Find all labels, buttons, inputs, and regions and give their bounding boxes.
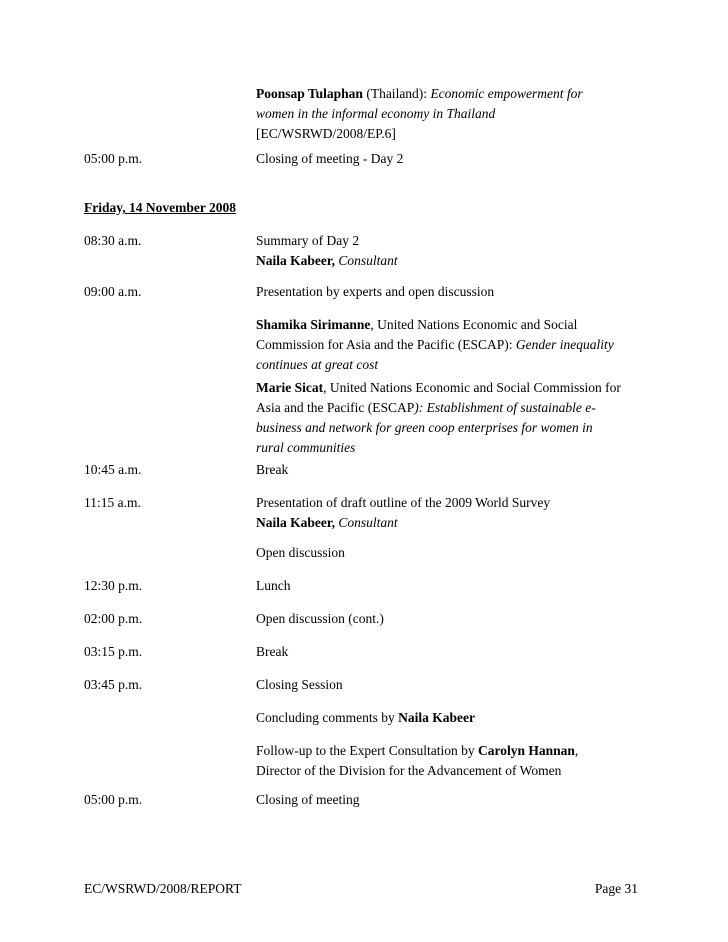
agenda-entry-sirimanne [256,315,656,375]
entry-text: Concluding comments by [256,710,399,725]
entry-line [256,741,656,761]
agenda-item: Summary of Day 2 [256,233,360,248]
agenda-item: Lunch [256,578,291,593]
paper-title: ): Establishment of sustainable e- [414,400,596,415]
agenda-item: Closing Session [256,677,343,692]
entry-line [256,378,656,398]
paper-reference: [EC/WSRWD/2008/EP.6] [256,126,396,141]
speaker-line [256,513,656,533]
paper-title-cont: continues at great cost [256,357,379,372]
time-label: 03:15 p.m. [84,644,143,659]
paper-title: Gender inequality [515,337,614,352]
day-heading: Friday, 14 November 2008 [84,200,236,215]
speaker-name: Naila Kabeer, [256,253,335,268]
page-number: Page 31 [594,881,638,896]
time-label: 09:00 a.m. [84,284,142,299]
speaker-name: Naila Kabeer, [256,515,335,530]
agenda-item: Break [256,462,289,477]
agenda-item: Closing of meeting - Day 2 [256,151,404,166]
agenda-entry-poonsap [256,84,656,144]
entry-line [256,315,656,335]
paper-title-cont: business and network for green coop enterprises for women in [256,420,593,435]
time-label: 03:45 p.m. [84,677,143,692]
time-label: 05:00 p.m. [84,151,143,166]
agenda-entry-sicat [256,378,656,458]
agenda-item: Open discussion [256,545,345,560]
speaker-role: Consultant [335,253,398,268]
time-label: 11:15 a.m. [84,495,141,510]
speaker-affiliation: , United Nations Economic and Social Commission for [323,380,621,395]
speaker-name: Carolyn Hannan [478,743,575,758]
speaker-name: Poonsap Tulaphan [256,86,363,101]
agenda-item: Closing of meeting [256,792,360,807]
paper-title: Economic empowerment for [430,86,583,101]
agenda-entry-concluding [256,708,656,728]
entry-line [256,398,656,418]
speaker-role: Consultant [335,515,398,530]
speaker-affiliation-cont: Commission for Asia and the Pacific (ESCAP): [256,337,516,352]
entry-line [256,335,656,355]
time-label: 08:30 a.m. [84,233,142,248]
paper-title-cont: rural communities [256,440,356,455]
speaker-country: (Thailand): [362,86,431,101]
agenda-item: Presentation by experts and open discussion [256,284,495,299]
paper-title-cont: women in the informal economy in Thailand [256,106,496,121]
speaker-affiliation: , United Nations Economic and Social [370,317,578,332]
speaker-title: Director of the Division for the Advancement of Women [256,763,562,778]
agenda-item: Presentation of draft outline of the 2009 World Survey [256,495,551,510]
agenda-entry-summary [256,231,656,271]
entry-text: Follow-up to the Expert Consultation by [256,743,478,758]
speaker-name: Marie Sicat [256,380,324,395]
entry-punct: , [574,743,579,758]
agenda-item: Open discussion (cont.) [256,611,384,626]
agenda-entry-followup [256,741,656,781]
agenda-entry-draft [256,493,656,533]
speaker-affiliation-cont: Asia and the Pacific (ESCAP [256,400,415,415]
speaker-line [256,251,656,271]
agenda-item: Break [256,644,289,659]
speaker-name: Naila Kabeer [398,710,475,725]
speaker-name: Shamika Sirimanne [256,317,371,332]
document-reference: EC/WSRWD/2008/REPORT [84,881,242,896]
time-label: 02:00 p.m. [84,611,143,626]
time-label: 05:00 p.m. [84,792,143,807]
time-label: 10:45 a.m. [84,462,142,477]
entry-line [256,84,656,104]
time-label: 12:30 p.m. [84,578,143,593]
